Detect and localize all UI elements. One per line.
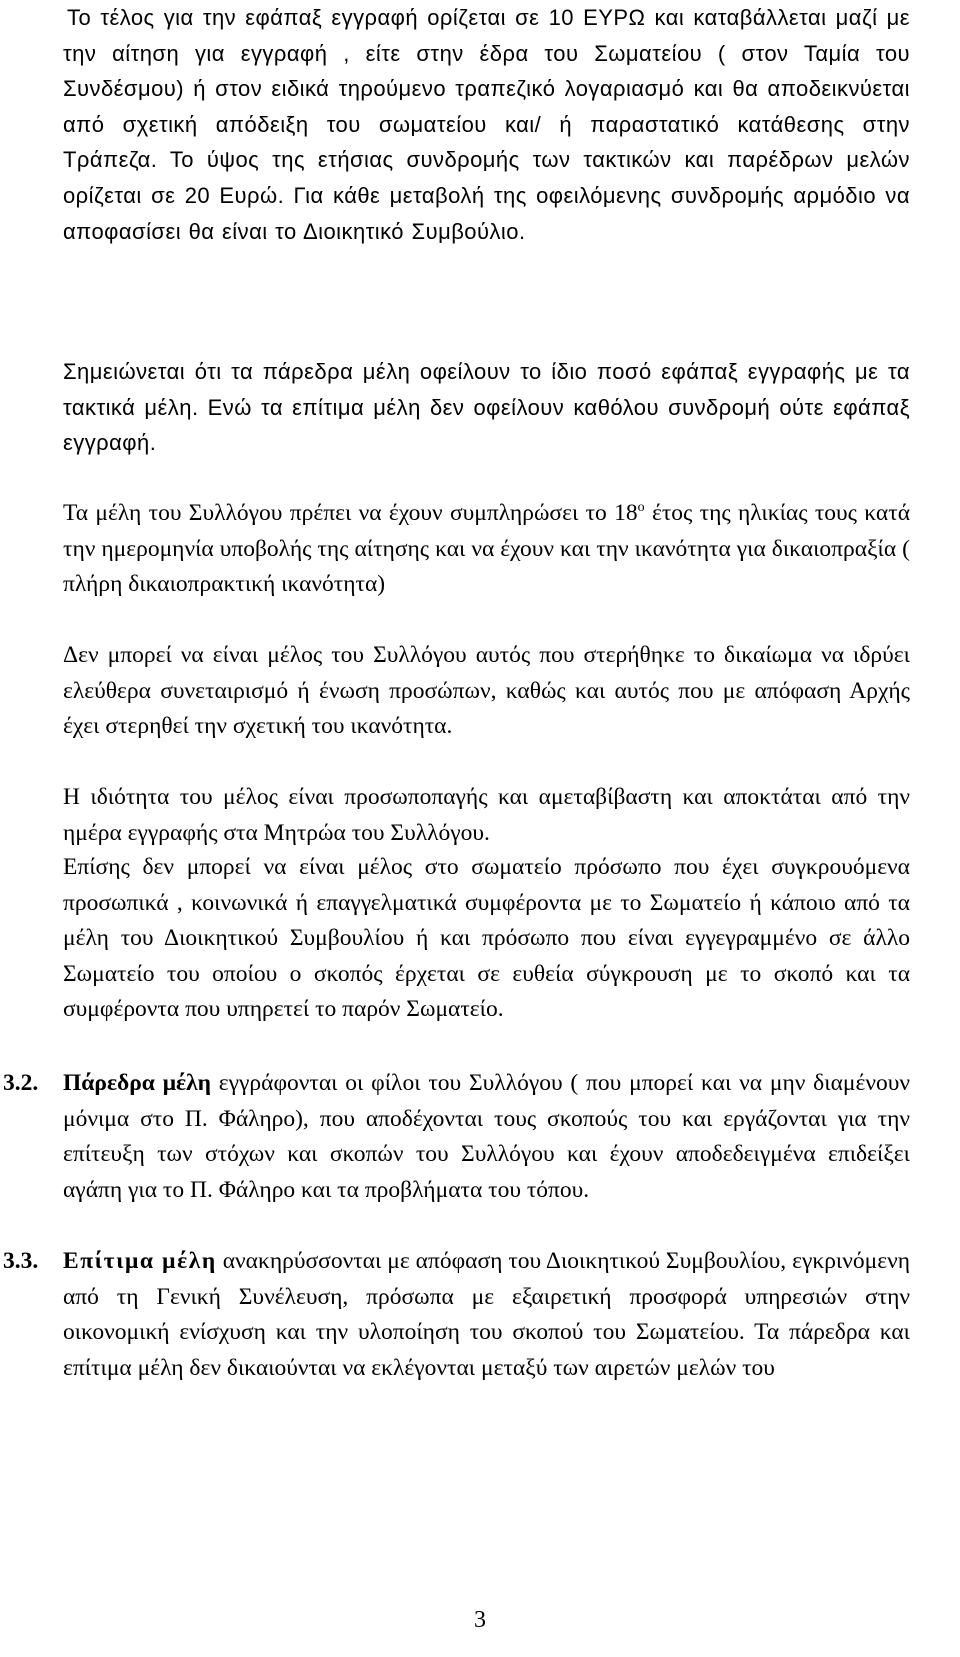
document-page bbox=[3, 0, 911, 1657]
page-number: 3 bbox=[474, 1607, 486, 1633]
age-text-end: έτος της ηλικίας τους κατά την ημερομηνία υποβολής της αίτησης και να έχουν και την ικανότητα για δικαιοπραξία ( πλήρη δικαιοπρακτική ικανότητα) bbox=[63, 500, 911, 598]
exclusion-paragraph: Δεν μπορεί να είναι μέλος του Συλλόγου αυτός που στερήθηκε το δικαίωμα να ιδρύει ελεύθερα συνεταιρισμό ή ένωση προσώπων, καθώς και αυτός που με απόφαση Αρχής έχει στερηθεί την σχετική του ικανότητα. bbox=[63, 642, 910, 740]
ordinal-superscript: ο bbox=[637, 500, 645, 516]
conflict-of-interest-paragraph: Επίσης δεν μπορεί να είναι μέλος στο σωματείο πρόσωπο που έχει συγκρουόμενα προσωπικά , κοινωνικά ή επαγγελματικά συμφέροντα με το Σωματείο ή κάποιο από τα μέλη του Διοικητικού Συμβουλίου ή και πρόσωπο που είναι εγγεγραμμένο σε άλλο Σωματείο του οποίου ο σκοπός έρχεται σε ευθεία σύγκρουση με το σκοπό και τα συμφέροντα που υπηρετεί το παρόν Σωματείο. bbox=[63, 854, 910, 1023]
section-term: Πάρεδρα μέλη bbox=[63, 1070, 211, 1096]
section-3-2 bbox=[3, 1066, 910, 1208]
section-body bbox=[63, 1066, 910, 1208]
section-number: 3.2. bbox=[3, 1070, 39, 1096]
section-text: εγγράφονται οι φίλοι του Συλλόγου ( που μπορεί και να μην διαμένουν μόνιμα στο Π. Φάληρο), που αποδέχονται τους σκοπούς του και εργάζονται για την επίτευξη των στόχων και σκοπών του Συλλόγου και έχουν αποδεδειγμένα επιδείξει αγάπη για το Π. Φάληρο και τα προβλήματα του τόπου. bbox=[63, 1070, 910, 1203]
section-term: Επίτιμα μέλη bbox=[63, 1248, 217, 1274]
section-number: 3.3. bbox=[3, 1248, 39, 1274]
section-text: ανακηρύσσονται με απόφαση του Διοικητικού Συμβουλίου, εγκρινόμενη από τη Γενική Συνέλευση, πρόσωπα με εξαιρετική προσφορά υπηρεσιών στην οικονομική ενίσχυση και την υλοποίηση του σκοπού του Σωματείου. Τα πάρεδρα και επίτιμα μέλη δεν δικαιούνται να εκλέγονται μεταξύ των αιρετών μελών του bbox=[63, 1248, 910, 1381]
note-paragraph: Σημειώνεται ότι τα πάρεδρα μέλη οφείλουν το ίδιο ποσό εφάπαξ εγγραφής με τα τακτικά μέλη. Ενώ τα επίτιμα μέλη δεν οφείλουν καθόλου συνδρομή ούτε εφάπαξ εγγραφή. bbox=[63, 359, 910, 456]
fee-paragraph: Το τέλος για την εφάπαξ εγγραφή ορίζεται σε 10 ΕΥΡΩ και καταβάλλεται μαζί με την αίτηση για εγγραφή , είτε στην έδρα του Σωματείου ( στον Ταμία του Συνδέσμου) ή στον ειδικά τηρούμενο τραπεζικό λογαριασμό και θα αποδεικνύεται από σχετική απόδειξη του σωματείου και/ ή παραστατικό κατάθεσης στην Τράπεζα. Το ύψος της ετήσιας συνδρομής των τακτικών και παρέδρων μελών ορίζεται σε 20 Ευρώ. Για κάθε μεταβολή της οφειλόμενης συνδρομής αρμόδιο να αποφασίσει θα είναι το Διοικητικό Συμβούλιο. bbox=[63, 5, 910, 244]
personal-membership-paragraph: Η ιδιότητα του μέλος είναι προσωποπαγής και αμεταβίβαστη και αποκτάται από την ημέρα εγγραφής στα Μητρώα του Συλλόγου. bbox=[63, 784, 910, 846]
age-requirement-paragraph bbox=[63, 496, 910, 603]
age-text-start: Τα μέλη του Συλλόγου πρέπει να έχουν συμπληρώσει το 18 bbox=[63, 500, 638, 526]
section-body bbox=[63, 1244, 910, 1386]
section-3-3 bbox=[3, 1244, 910, 1386]
